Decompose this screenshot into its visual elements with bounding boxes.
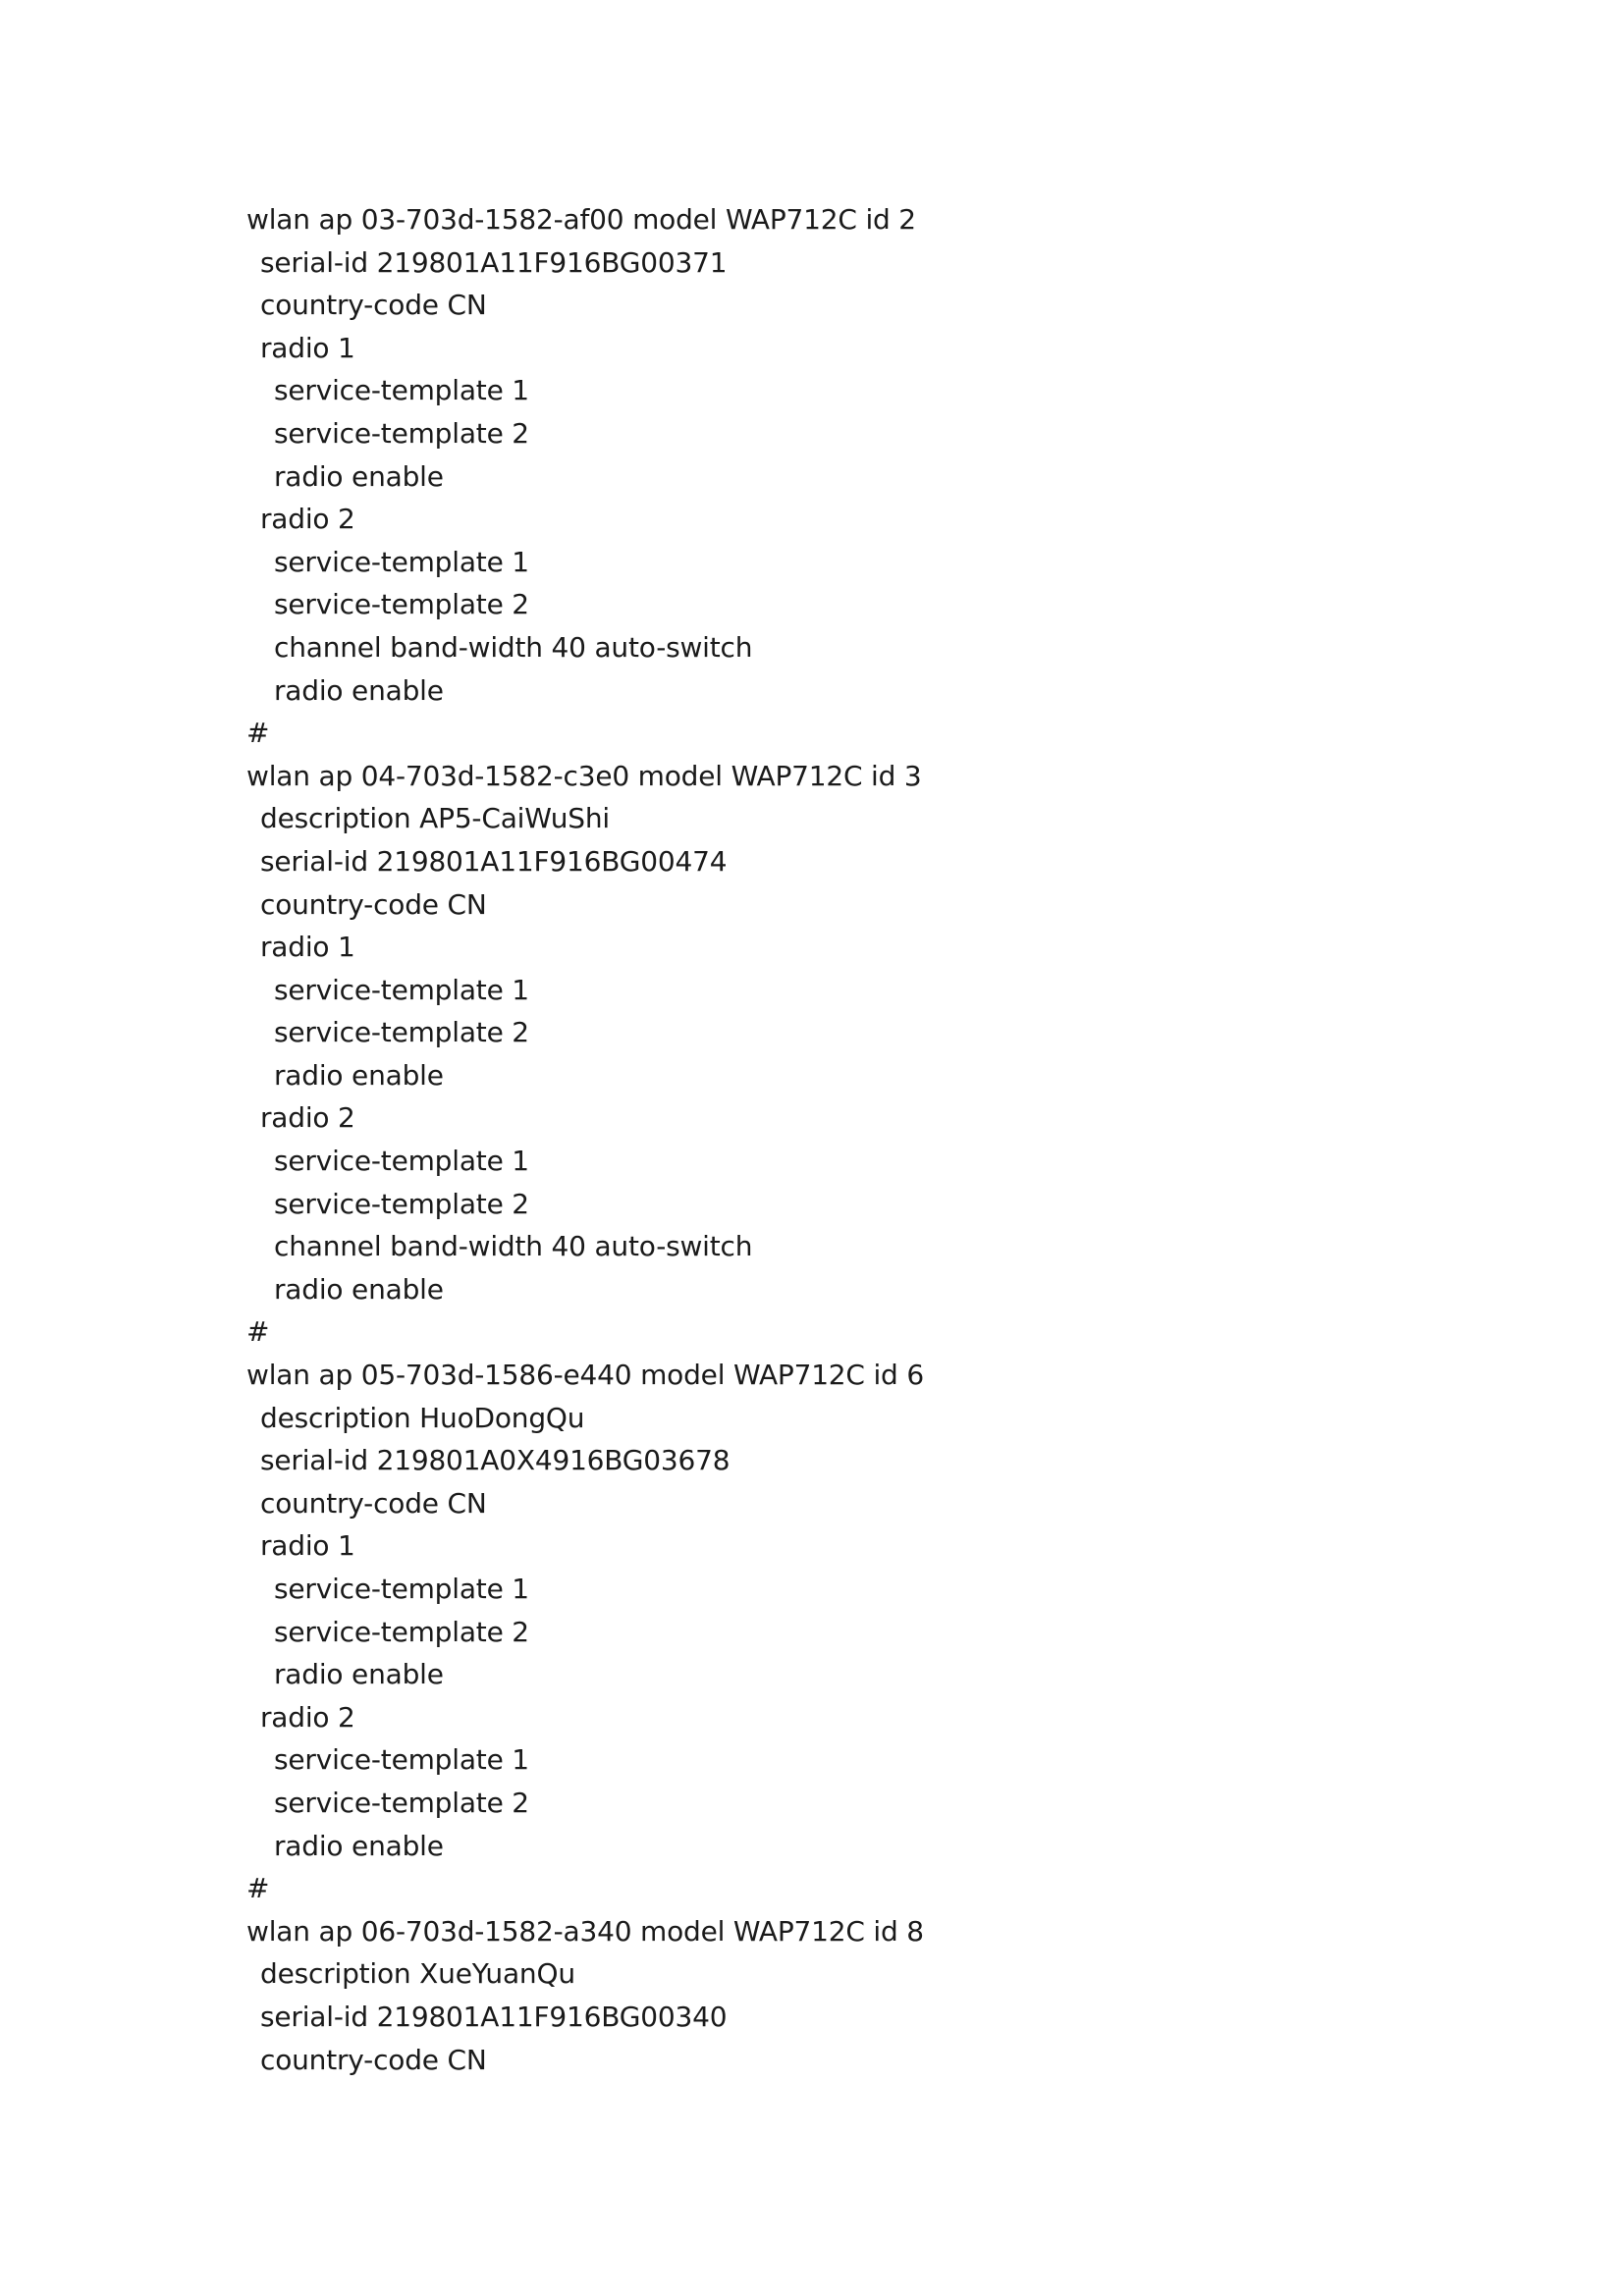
config-line: wlan ap 03-703d-1582-af00 model WAP712C id 2 [246, 203, 916, 236]
config-line: radio enable [274, 459, 444, 493]
config-line: service-template 1 [274, 1573, 529, 1605]
config-line: country-code CN [260, 887, 487, 921]
config-listing [246, 198, 924, 2081]
config-line: description XueYuanQu [260, 1957, 575, 1991]
config-line: wlan ap 04-703d-1582-c3e0 model WAP712C id 3 [246, 759, 922, 792]
config-line: service-template 1 [274, 374, 529, 407]
config-line: channel band-width 40 auto-switch [274, 630, 753, 664]
config-line: radio 1 [260, 331, 355, 364]
config-line: serial-id 219801A11F916BG00474 [260, 844, 728, 878]
config-line: service-template 1 [274, 1743, 529, 1777]
config-line: description AP5-CaiWuShi [260, 802, 610, 835]
config-line: service-template 2 [274, 1615, 529, 1648]
config-line: service-template 2 [274, 588, 529, 621]
config-line: radio 2 [260, 1101, 355, 1135]
config-line: radio enable [274, 1658, 444, 1691]
config-line: service-template 2 [274, 1786, 529, 1819]
config-line: serial-id 219801A11F916BG00371 [260, 245, 728, 279]
config-line: service-template 2 [274, 1016, 529, 1049]
config-line: wlan ap 05-703d-1586-e440 model WAP712C id 6 [246, 1359, 924, 1392]
config-line: serial-id 219801A11F916BG00340 [260, 2000, 728, 2033]
config-line: serial-id 219801A0X4916BG03678 [260, 1444, 731, 1477]
config-line: radio 1 [260, 931, 355, 964]
config-line: radio 2 [260, 503, 355, 536]
config-line: description HuoDongQu [260, 1401, 585, 1434]
config-line: service-template 2 [274, 416, 529, 450]
section-separator: # [246, 1315, 270, 1349]
config-line: radio 1 [260, 1529, 355, 1563]
section-separator: # [246, 1872, 270, 1905]
section-separator: # [246, 717, 270, 750]
config-line: radio enable [274, 1272, 444, 1306]
config-line: country-code CN [260, 289, 487, 322]
config-line: radio enable [274, 1829, 444, 1862]
config-line: service-template 1 [274, 1145, 529, 1178]
config-line: country-code CN [260, 1486, 487, 1520]
config-line: channel band-width 40 auto-switch [274, 1230, 753, 1263]
config-line: service-template 1 [274, 973, 529, 1006]
config-line: radio 2 [260, 1700, 355, 1734]
config-line: wlan ap 06-703d-1582-a340 model WAP712C id 8 [246, 1914, 924, 1948]
config-line: radio enable [274, 1058, 444, 1092]
config-line: country-code CN [260, 2043, 487, 2076]
config-line: service-template 2 [274, 1187, 529, 1220]
config-line: radio enable [274, 673, 444, 707]
config-line: service-template 1 [274, 545, 529, 578]
